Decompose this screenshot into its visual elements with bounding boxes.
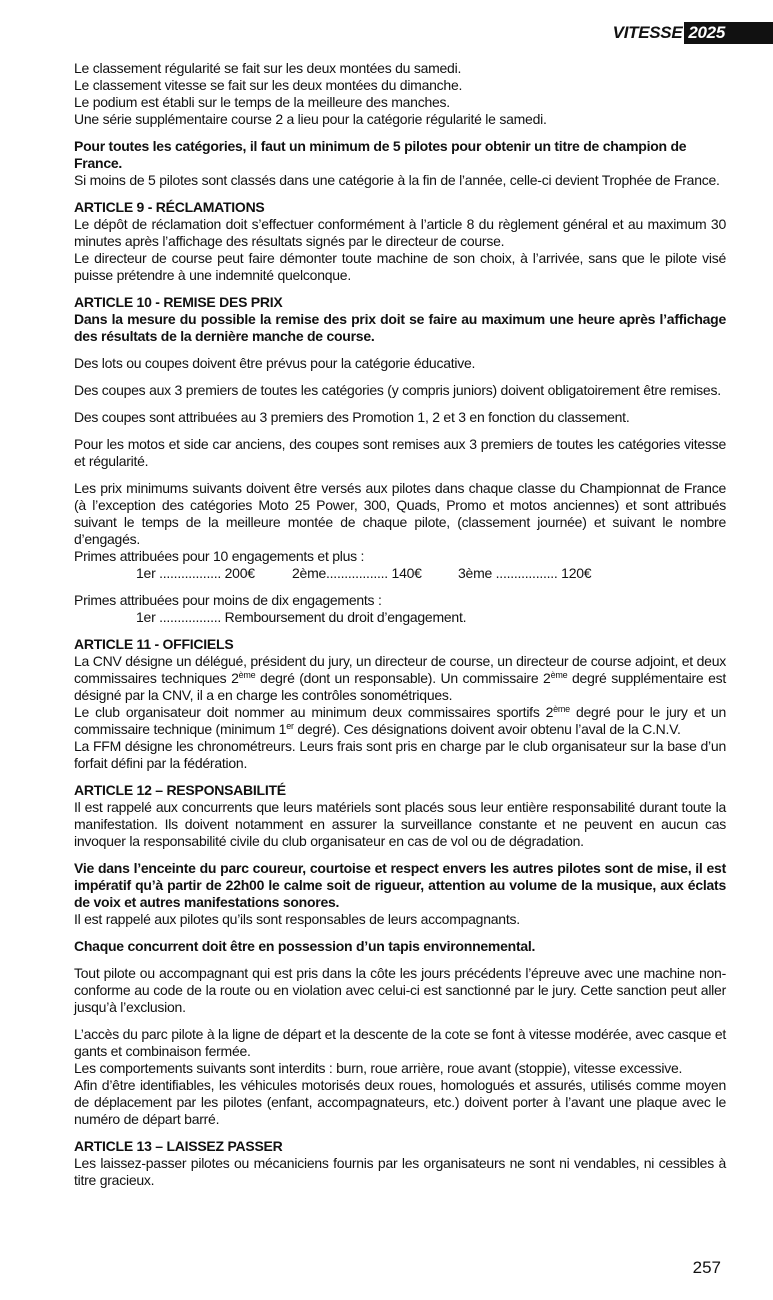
paragraph: La FFM désigne les chronométreurs. Leurs frais sont pris en charge par le club organisateur sur la base d’un forfait défini par la fédération. (74, 738, 726, 771)
paragraph: Il est rappelé aux concurrents que leurs matériels sont placés sous leur entière responsabilité durant toute la manifestation. Ils doivent notamment en assurer la surveillance constante et ne peuvent en aucun cas invoquer la responsabilité civile du club organisateur en cas de vol ou de dégradation. (74, 799, 726, 849)
paragraph: Des coupes sont attribuées au 3 premiers des Promotion 1, 2 et 3 en fonction du classement. (74, 409, 630, 425)
paragraph: Le directeur de course peut faire démonter toute machine de son choix, à l’arrivée, sans que le pilote visé puisse prétendre à une indemnité quelconque. (74, 250, 726, 283)
paragraph: Le dépôt de réclamation doit s’effectuer conformément à l’article 8 du règlement général et au maximum 30 minutes après l’affichage des résultats signés par le directeur de course. (74, 216, 726, 249)
prize-refund: 1er ................. Remboursement du droit d’engagement. (136, 609, 467, 625)
paragraph: Le podium est établi sur le temps de la meilleure des manches. (74, 94, 450, 110)
bold-paragraph: Pour toutes les catégories, il faut un minimum de 5 pilotes pour obtenir un titre de champion de France. (74, 138, 687, 171)
header-title: VITESSE (612, 23, 683, 42)
paragraph: Le classement régularité se fait sur les deux montées du samedi. (74, 60, 462, 76)
bold-paragraph: Chaque concurrent doit être en possession d’un tapis environnemental. (74, 938, 536, 954)
paragraph: Le classement vitesse se fait sur les deux montées du dimanche. (74, 77, 463, 93)
article-12-heading: ARTICLE 12 – RESPONSABILITÉ (74, 782, 286, 798)
article-11-heading: ARTICLE 11 - OFFICIELS (74, 636, 234, 652)
paragraph: Pour les motos et side car anciens, des coupes sont remises aux 3 premiers de toutes les catégories vitesse et régularité. (74, 436, 726, 469)
paragraph: Si moins de 5 pilotes sont classés dans une catégorie à la fin de l’année, celle-ci devient Trophée de France. (74, 172, 720, 188)
paragraph: Le club organisateur doit nommer au minimum deux commissaires sportifs 2ème degré pour le jury et un commissaire technique (minimum 1er degré). Ces désignations doivent avoir obtenu l’aval de la C.N.V. (74, 704, 726, 737)
paragraph: Primes attribuées pour 10 engagements et plus : (74, 548, 365, 564)
prize-third: 3ème ................. 120€ (458, 565, 592, 581)
paragraph: Les comportements suivants sont interdits : burn, roue arrière, roue avant (stoppie), vitesse excessive. (74, 1060, 683, 1076)
document-body (74, 60, 726, 1189)
paragraph: Il est rappelé aux pilotes qu’ils sont responsables de leurs accompagnants. (74, 911, 520, 927)
paragraph: Primes attribuées pour moins de dix engagements : (74, 592, 382, 608)
bold-paragraph: Vie dans l’enceinte du parc coureur, courtoise et respect envers les autres pilotes sont de mise, il est impératif qu’à partir de 22h00 le calme soit de rigueur, attention au volume de la musique, aux éclats de voix et autres manifestations sonores. (74, 860, 726, 910)
page-number: 257 (692, 1258, 721, 1277)
header-year-badge: 2025 (684, 22, 773, 44)
prize-list (74, 565, 726, 582)
bold-paragraph: Dans la mesure du possible la remise des prix doit se faire au maximum une heure après l’affichage des résultats de la dernière manche de course. (74, 311, 726, 344)
paragraph: Les prix minimums suivants doivent être versés aux pilotes dans chaque classe du Championnat de France (à l’exception des catégories Moto 25 Power, 300, Quads, Promo et motos anciennes) et sont attribués suivant le temps de la meilleure montée de chaque pilote, (classement journée) et suivant le nombre d’engagés. (74, 480, 726, 547)
paragraph: Une série supplémentaire course 2 a lieu pour la catégorie régularité le samedi. (74, 111, 547, 127)
paragraph: Des lots ou coupes doivent être prévus pour la catégorie éducative. (74, 355, 476, 371)
paragraph: L’accès du parc pilote à la ligne de départ et la descente de la cote se font à vitesse modérée, avec casque et gants et combinaison fermée. (74, 1026, 726, 1059)
paragraph: La CNV désigne un délégué, président du jury, un directeur de course, un directeur de course adjoint, et deux commissaires techniques 2ème degré (dont un responsable). Un commissaire 2ème degré supplémentaire est désigné par la CNV, il a en charge les contrôles sonométriques. (74, 653, 727, 703)
paragraph: Des coupes aux 3 premiers de toutes les catégories (y compris juniors) doivent obligatoirement être remises. (74, 382, 721, 398)
article-9-heading: ARTICLE 9 - RÉCLAMATIONS (74, 199, 265, 215)
article-13-heading: ARTICLE 13 – LAISSEZ PASSER (74, 1138, 283, 1154)
prize-first: 1er ................. 200€ (136, 565, 255, 581)
article-10-heading: ARTICLE 10 - REMISE DES PRIX (74, 294, 283, 310)
prize-second: 2ème................. 140€ (292, 565, 422, 581)
running-header (613, 22, 773, 44)
paragraph: Tout pilote ou accompagnant qui est pris dans la côte les jours précédents l’épreuve avec une machine non-conforme au code de la route ou en violation avec celui-ci est sanctionné par le jury. Cette sanction peut aller jusqu’à l’exclusion. (74, 965, 726, 1015)
paragraph: Afin d’être identifiables, les véhicules motorisés deux roues, homologués et assurés, utilisés comme moyen de déplacement par les pilotes (enfant, accompagnateurs, etc.) doivent porter à l’avant une plaque avec le numéro de départ barré. (74, 1077, 726, 1127)
paragraph: Les laissez-passer pilotes ou mécaniciens fournis par les organisateurs ne sont ni vendables, ni cessibles à titre gracieux. (74, 1155, 726, 1188)
